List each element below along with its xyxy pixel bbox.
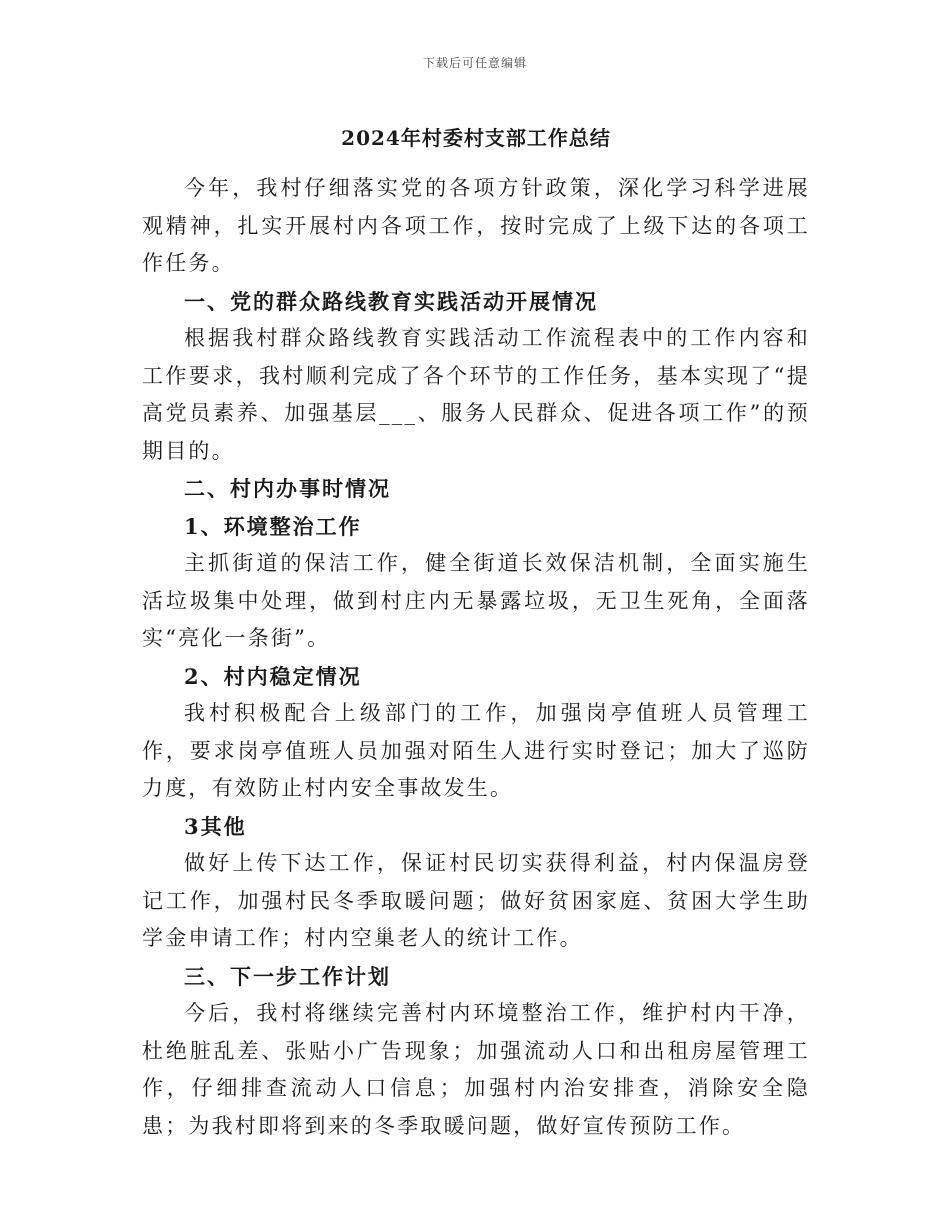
section3-heading: 三、下一步工作计划 (184, 963, 391, 989)
section2-sub3-heading: 3其他 (184, 813, 247, 839)
section2-sub2-paragraph: 我村积极配合上级部门的工作，加强岗亭值班人员管理工作，要求岗亭值班人员加强对陌生人进行实时登记；加大了巡防力度，有效防止村内安全事故发生。 (142, 701, 810, 800)
document-body (142, 124, 810, 1145)
section2-sub1-paragraph: 主抓街道的保洁工作，健全街道长效保洁机制，全面实施生活垃圾集中处理，做到村庄内无暴露垃圾，无卫生死角，全面落实“亮化一条街”。 (142, 551, 810, 650)
section2-sub2-heading: 2、村内稳定情况 (184, 663, 362, 689)
document-title: 2024年村委村支部工作总结 (341, 126, 611, 150)
section3-paragraph: 今后，我村将继续完善村内环境整治工作，维护村内干净，杜绝脏乱差、张贴小广告现象；加强流动人口和出租房屋管理工作，仔细排查流动人口信息；加强村内治安排查，消除安全隐患；为我村即将到来的冬季取暖问题，做好宣传预防工作。 (142, 1001, 810, 1138)
header-note: 下载后可任意编辑 (422, 56, 527, 70)
section2-sub1-heading: 1、环境整治工作 (184, 513, 362, 539)
section2-sub3-paragraph: 做好上传下达工作，保证村民切实获得利益，村内保温房登记工作，加强村民冬季取暖问题；做好贫困家庭、贫困大学生助学金申请工作；村内空巢老人的统计工作。 (142, 851, 810, 950)
section2-heading: 二、村内办事时情况 (184, 476, 391, 501)
intro-paragraph: 今年，我村仔细落实党的各项方针政策，深化学习科学进展观精神，扎实开展村内各项工作，按时完成了上级下达的各项工作任务。 (142, 176, 810, 275)
section1-heading: 一、党的群众路线教育实践活动开展情况 (184, 288, 598, 314)
section1-paragraph: 根据我村群众路线教育实践活动工作流程表中的工作内容和工作要求，我村顺利完成了各个环节的工作任务，基本实现了“提高党员素养、加强基层___、服务人民群众、促进各项工作”的预期目的。 (142, 326, 810, 463)
